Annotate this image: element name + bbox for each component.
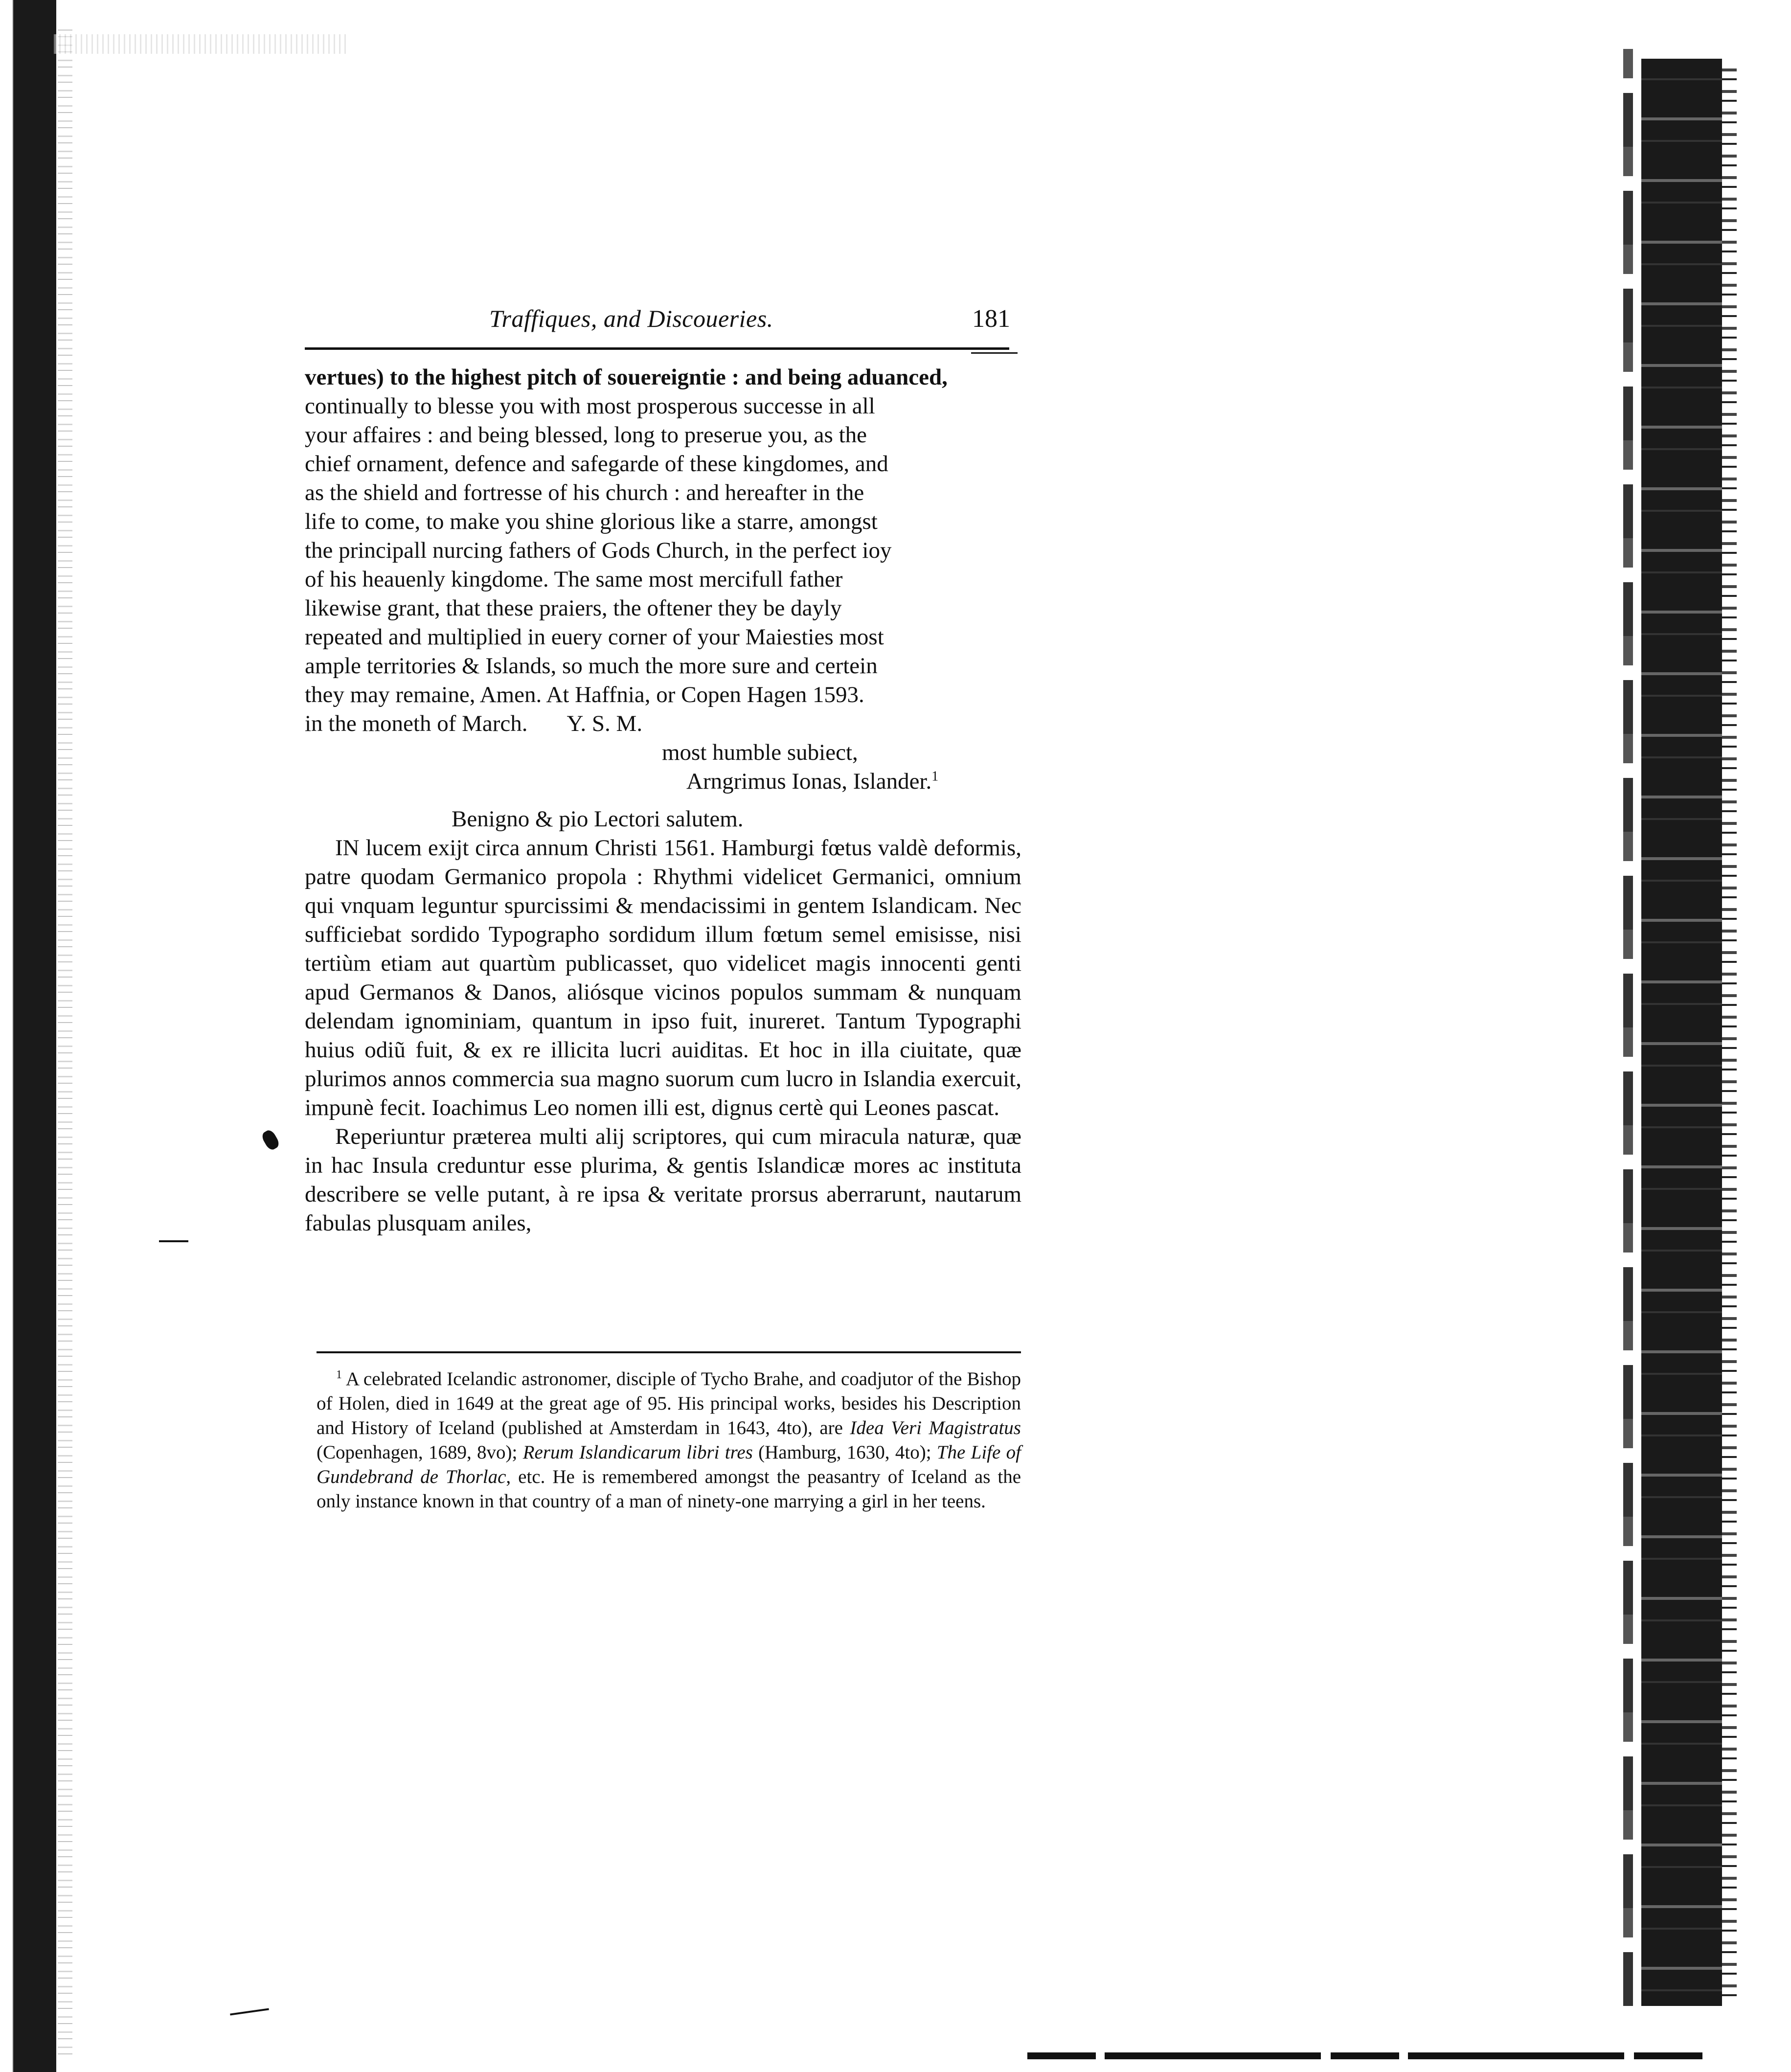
footnote-reference: 1: [931, 769, 939, 784]
footnote-work-title: The Life of Gundebrand de Thorlac: [317, 1442, 1021, 1487]
latin-paragraph-1: IN lucem exijt circa annum Christi 1561. Hamburgi fœtus valdè deformis, patre quodam Germanico propola : Rhythmi videlicet Germanici, omnium qui vnquam leguntur spurcissimi & mendacissimi in gentem Islandicam. Nec sufficiebat sordido Typographo sordidum illum fœtum semel emisisse, nisi tertiùm etiam aut quartùm publicasset, quo videlicet magis innocenti genti apud Germanos & Danos, aliósque vicinos populos summam & nunquam delendam ignominiam, quantum in ipso fuit, inureret. Tantum Typographi huius odiũ fuit, & ex re illicita lucri auiditas. Et hoc in illa ciuitate, quæ plurimos annos commercia sua magno suorum cum lucro in Islandia exercuit, impunè fecit. Ioachimus Leo nomen illi est, dignus certè qui Leones pascat.: [305, 835, 1021, 1120]
running-title: Traffiques, and Discoueries.: [489, 305, 773, 332]
page-number: 181: [972, 305, 1010, 333]
footnote-text-part: , etc. He is remembered amongst the peasantry of Iceland as the only instance known in that country of a man of ninety-one marrying a girl in her teens.: [317, 1466, 1021, 1512]
dedication-line: ample territories & Islands, so much the more sure and certein: [305, 653, 878, 679]
signature-line: [305, 767, 1021, 796]
dedication-line: continually to blesse you with most prosperous successe in all: [305, 393, 875, 419]
initials: Y. S. M.: [567, 711, 643, 736]
scan-dark-border-left: [0, 0, 56, 2072]
latin-heading: Benigno & pio Lectori salutem.: [452, 806, 744, 832]
footnote: [317, 1363, 1021, 1514]
footnote-marker: 1: [336, 1368, 342, 1381]
signature: Arngrimus Ionas, Islander.: [686, 769, 932, 794]
dedication-line: of his heauenly kingdome. The same most mercifull father: [305, 567, 843, 592]
footnote-work-title: Idea Veri Magistratus: [850, 1417, 1021, 1438]
header-rule: [305, 347, 1009, 350]
scan-dark-border-right: [1641, 59, 1722, 2006]
closing-line: most humble subiect,: [662, 740, 858, 765]
scan-noise-top: [54, 34, 347, 54]
footnote-text: [317, 1363, 1021, 1514]
footnote-work-title: Rerum Islandicarum libri tres: [522, 1442, 753, 1463]
running-header: [489, 304, 1020, 339]
scan-dark-border-bottom: [1027, 2052, 1702, 2059]
footnote-rule: [317, 1351, 1021, 1353]
dedication-line: the principall nurcing fathers of Gods Church, in the perfect ioy: [305, 538, 892, 563]
scan-speckle-left: [58, 29, 72, 2060]
dedication-line: they may remaine, Amen. At Haffnia, or Copen Hagen 1593.: [305, 682, 864, 707]
latin-paragraph-2: Reperiuntur præterea multi alij scriptores, qui cum miracula naturæ, quæ in hac Insula creduntur esse plurima, & gentis Islandicæ mores ac instituta describere se velle putant, à re ipsa & veritate prorsus aberrarunt, nautarum fabulas plusquam aniles,: [305, 1124, 1021, 1236]
header-rule-ornament: [971, 352, 1018, 354]
footnote-text-part: (Copenhagen, 1689, 8vo);: [317, 1442, 523, 1463]
scan-shadow-right-inner: [1623, 49, 1633, 2006]
footnote-text-part: (Hamburg, 1630, 4to);: [752, 1442, 937, 1463]
stray-mark-dash-bottom: [230, 2008, 269, 2015]
footnote-text-part: A celebrated Icelandic astronomer, disciple of Tycho Brahe, and coadjutor of the Bishop of Holen, died in 1649 at the great age of 95. His principal works, besides his Description and History of Iceland (published at Amsterdam in 1643, 4to), are: [317, 1368, 1021, 1438]
dedication-line: chief ornament, defence and safegarde of these kingdomes, and: [305, 451, 888, 477]
dedication-line: as the shield and fortresse of his church : and hereafter in the: [305, 480, 864, 505]
dedication-line: your affaires : and being blessed, long to preserue you, as the: [305, 422, 867, 448]
dedication-line: vertues) to the highest pitch of souereigntie : and being aduanced,: [305, 364, 948, 390]
dedication-line: life to come, to make you shine glorious like a starre, amongst: [305, 509, 878, 534]
scan-speckle-right: [1722, 68, 1737, 2006]
dedication-line: likewise grant, that these praiers, the oftener they be dayly: [305, 595, 842, 621]
body-text: [305, 363, 1021, 1238]
ink-blot: [260, 1128, 281, 1152]
dedication-date-line: [305, 709, 1021, 738]
dedication-line: repeated and multiplied in euery corner of your Maiesties most: [305, 624, 884, 650]
stray-mark-dash: [159, 1240, 188, 1242]
date-line: in the moneth of March.: [305, 711, 528, 736]
